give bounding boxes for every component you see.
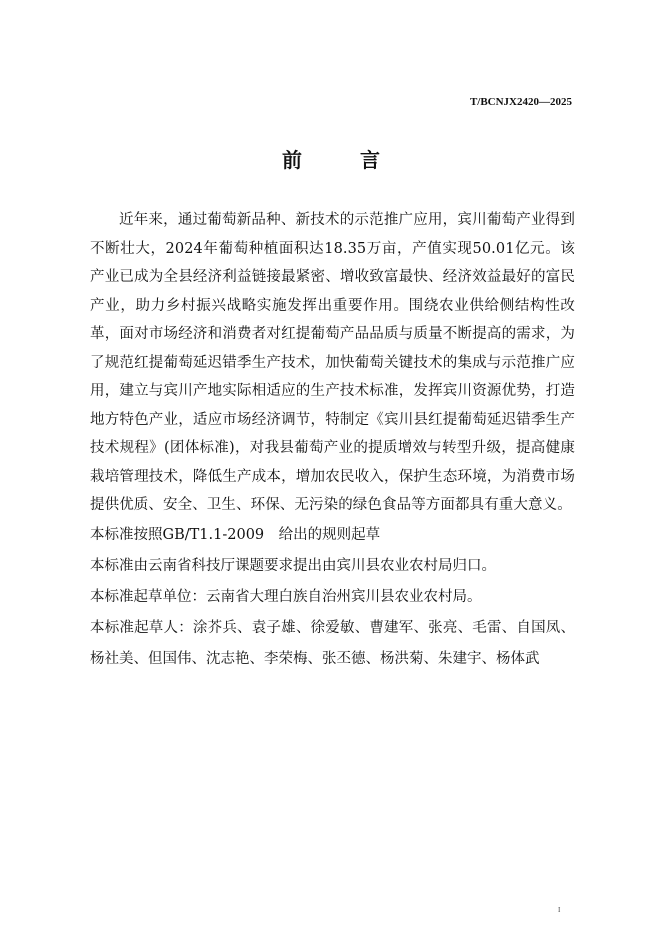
drafting-unit-paragraph: 本标准起草单位：云南省大理白族自治州宾川县农业农村局。 xyxy=(90,588,482,605)
page-number: I xyxy=(558,906,561,914)
page-title xyxy=(0,144,662,173)
title-char-1: 前 xyxy=(282,148,302,172)
foreword-content xyxy=(90,206,575,675)
intro-paragraph: 近年来，通过葡萄新品种、新技术的示范推广应用，宾川葡萄产业得到不断壮大，2024年葡萄种植面积达18.35万亩，产值实现50.01亿元。该产业已成为全县经济利益链接最紧密、增收致富最快、经济效益最好的富民产业，助力乡村振兴战略实施发挥出重要作用。围绕农业供给侧结构性改革，面对市场经济和消费者对红提葡萄产品品质与质量不断提高的需求，为了规范红提葡萄延迟错季生产技术，加快葡萄关键技术的集成与示范推广应用，建立与宾川产地实际相适应的生产技术标准，发挥宾川资源优势，打造地方特色产业，适应市场经济调节，特制定《宾川县红提葡萄延迟错季生产技术规程》(团体标准)，对我县葡萄产业的提质增效与转型升级，提高健康栽培管理技术，降低生产成本，增加农民收入，保护生态环境，为消费市场提供优质、安全、卫生、环保、无污染的绿色食品等方面都具有重大意义。 xyxy=(90,212,575,513)
drafters-paragraph: 本标准起草人：涂芥兵、袁子雄、徐爱敏、曹建军、张亮、毛雷、自国凤、杨社美、但国伟、沈志艳、李荣梅、张丕德、杨洪菊、朱建宇、杨体武 xyxy=(90,619,575,667)
standard-basis-paragraph: 本标准按照GB/T1.1-2009 给出的规则起草 xyxy=(90,526,381,543)
proposer-paragraph: 本标准由云南省科技厅课题要求提出由宾川县农业农村局归口。 xyxy=(90,557,496,574)
document-code: T/BCNJX2420—2025 xyxy=(469,96,572,108)
title-char-2: 言 xyxy=(360,148,380,172)
